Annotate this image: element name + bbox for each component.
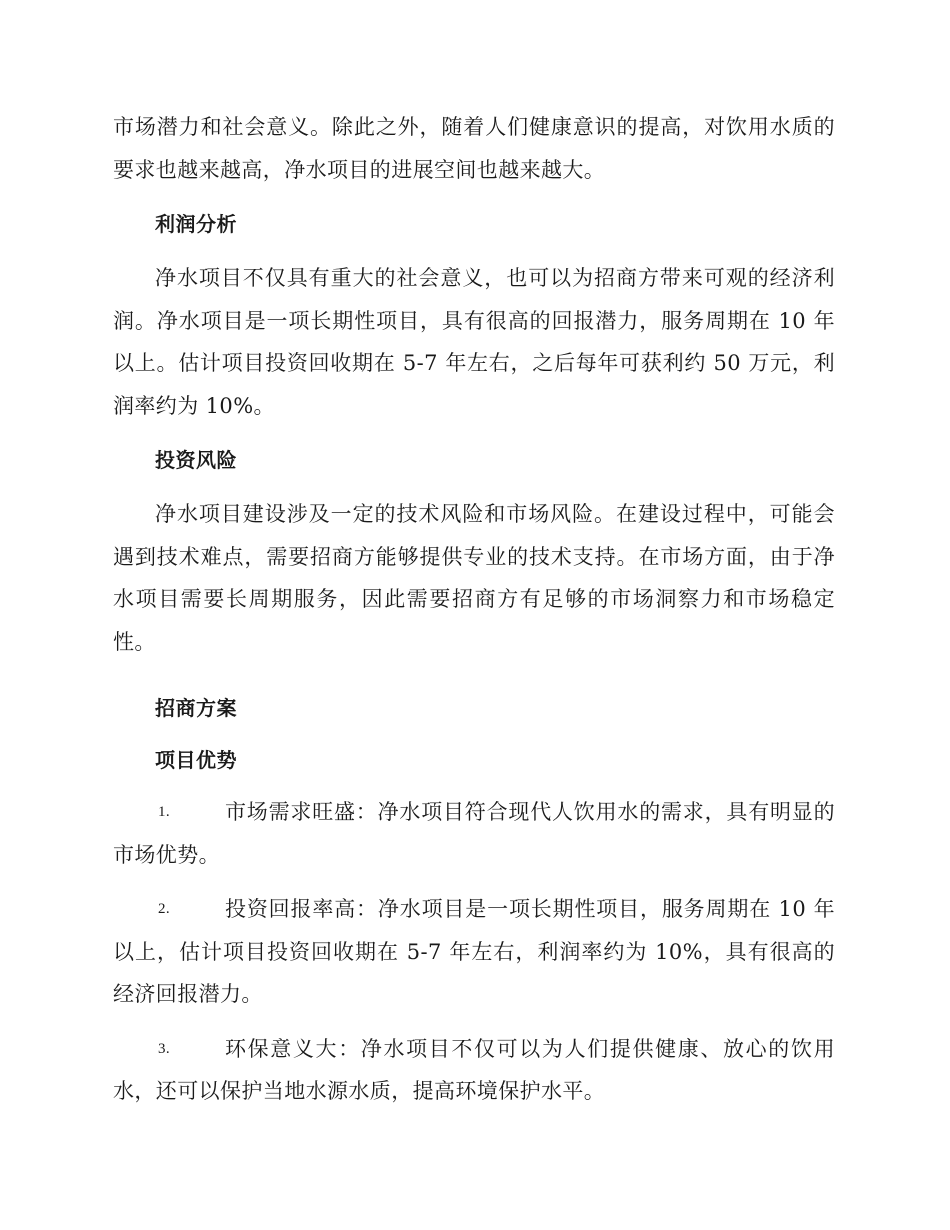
list-number: 2. <box>158 901 171 917</box>
risk-paragraph: 净水项目建设涉及一定的技术风险和市场风险。在建设过程中，可能会遇到技术难点，需要招商方能够提供专业的技术支持。在市场方面，由于净水项目需要长周期服务，因此需要招商方有足够的市场洞察力和市场稳定性。 <box>113 502 835 654</box>
list-item <box>113 791 835 876</box>
list-item-text: 投资回报率高：净水项目是一项长期性项目，服务周期在 10 年以上，估计项目投资回收期在 5-7 年左右，利润率约为 10%，具有很高的经济回报潜力。 <box>113 897 835 1006</box>
list-item <box>113 888 835 1016</box>
list-number: 3. <box>158 1040 171 1057</box>
advantages-subheading: 项目优势 <box>155 748 237 772</box>
list-item-text: 市场需求旺盛：净水项目符合现代人饮用水的需求，具有明显的市场优势。 <box>113 800 835 867</box>
profit-heading: 利润分析 <box>155 212 237 236</box>
plan-heading: 招商方案 <box>155 696 237 720</box>
list-number: 1. <box>158 804 171 820</box>
profit-paragraph: 净水项目不仅具有重大的社会意义，也可以为招商方带来可观的经济利润。净水项目是一项长期性项目，具有很高的回报潜力，服务周期在 10 年以上。估计项目投资回收期在 5-7 年左右，之后每年可获利约 50 万元，利润率约为 10%。 <box>113 266 835 418</box>
list-item-text: 环保意义大：净水项目不仅可以为人们提供健康、放心的饮用水，还可以保护当地水源水质，提高环境保护水平。 <box>113 1036 835 1103</box>
document-page <box>113 106 835 1113</box>
list-item <box>113 1028 835 1113</box>
intro-paragraph: 市场潜力和社会意义。除此之外，随着人们健康意识的提高，对饮用水质的要求也越来越高，净水项目的进展空间也越来越大。 <box>113 115 835 182</box>
risk-heading: 投资风险 <box>155 448 237 472</box>
